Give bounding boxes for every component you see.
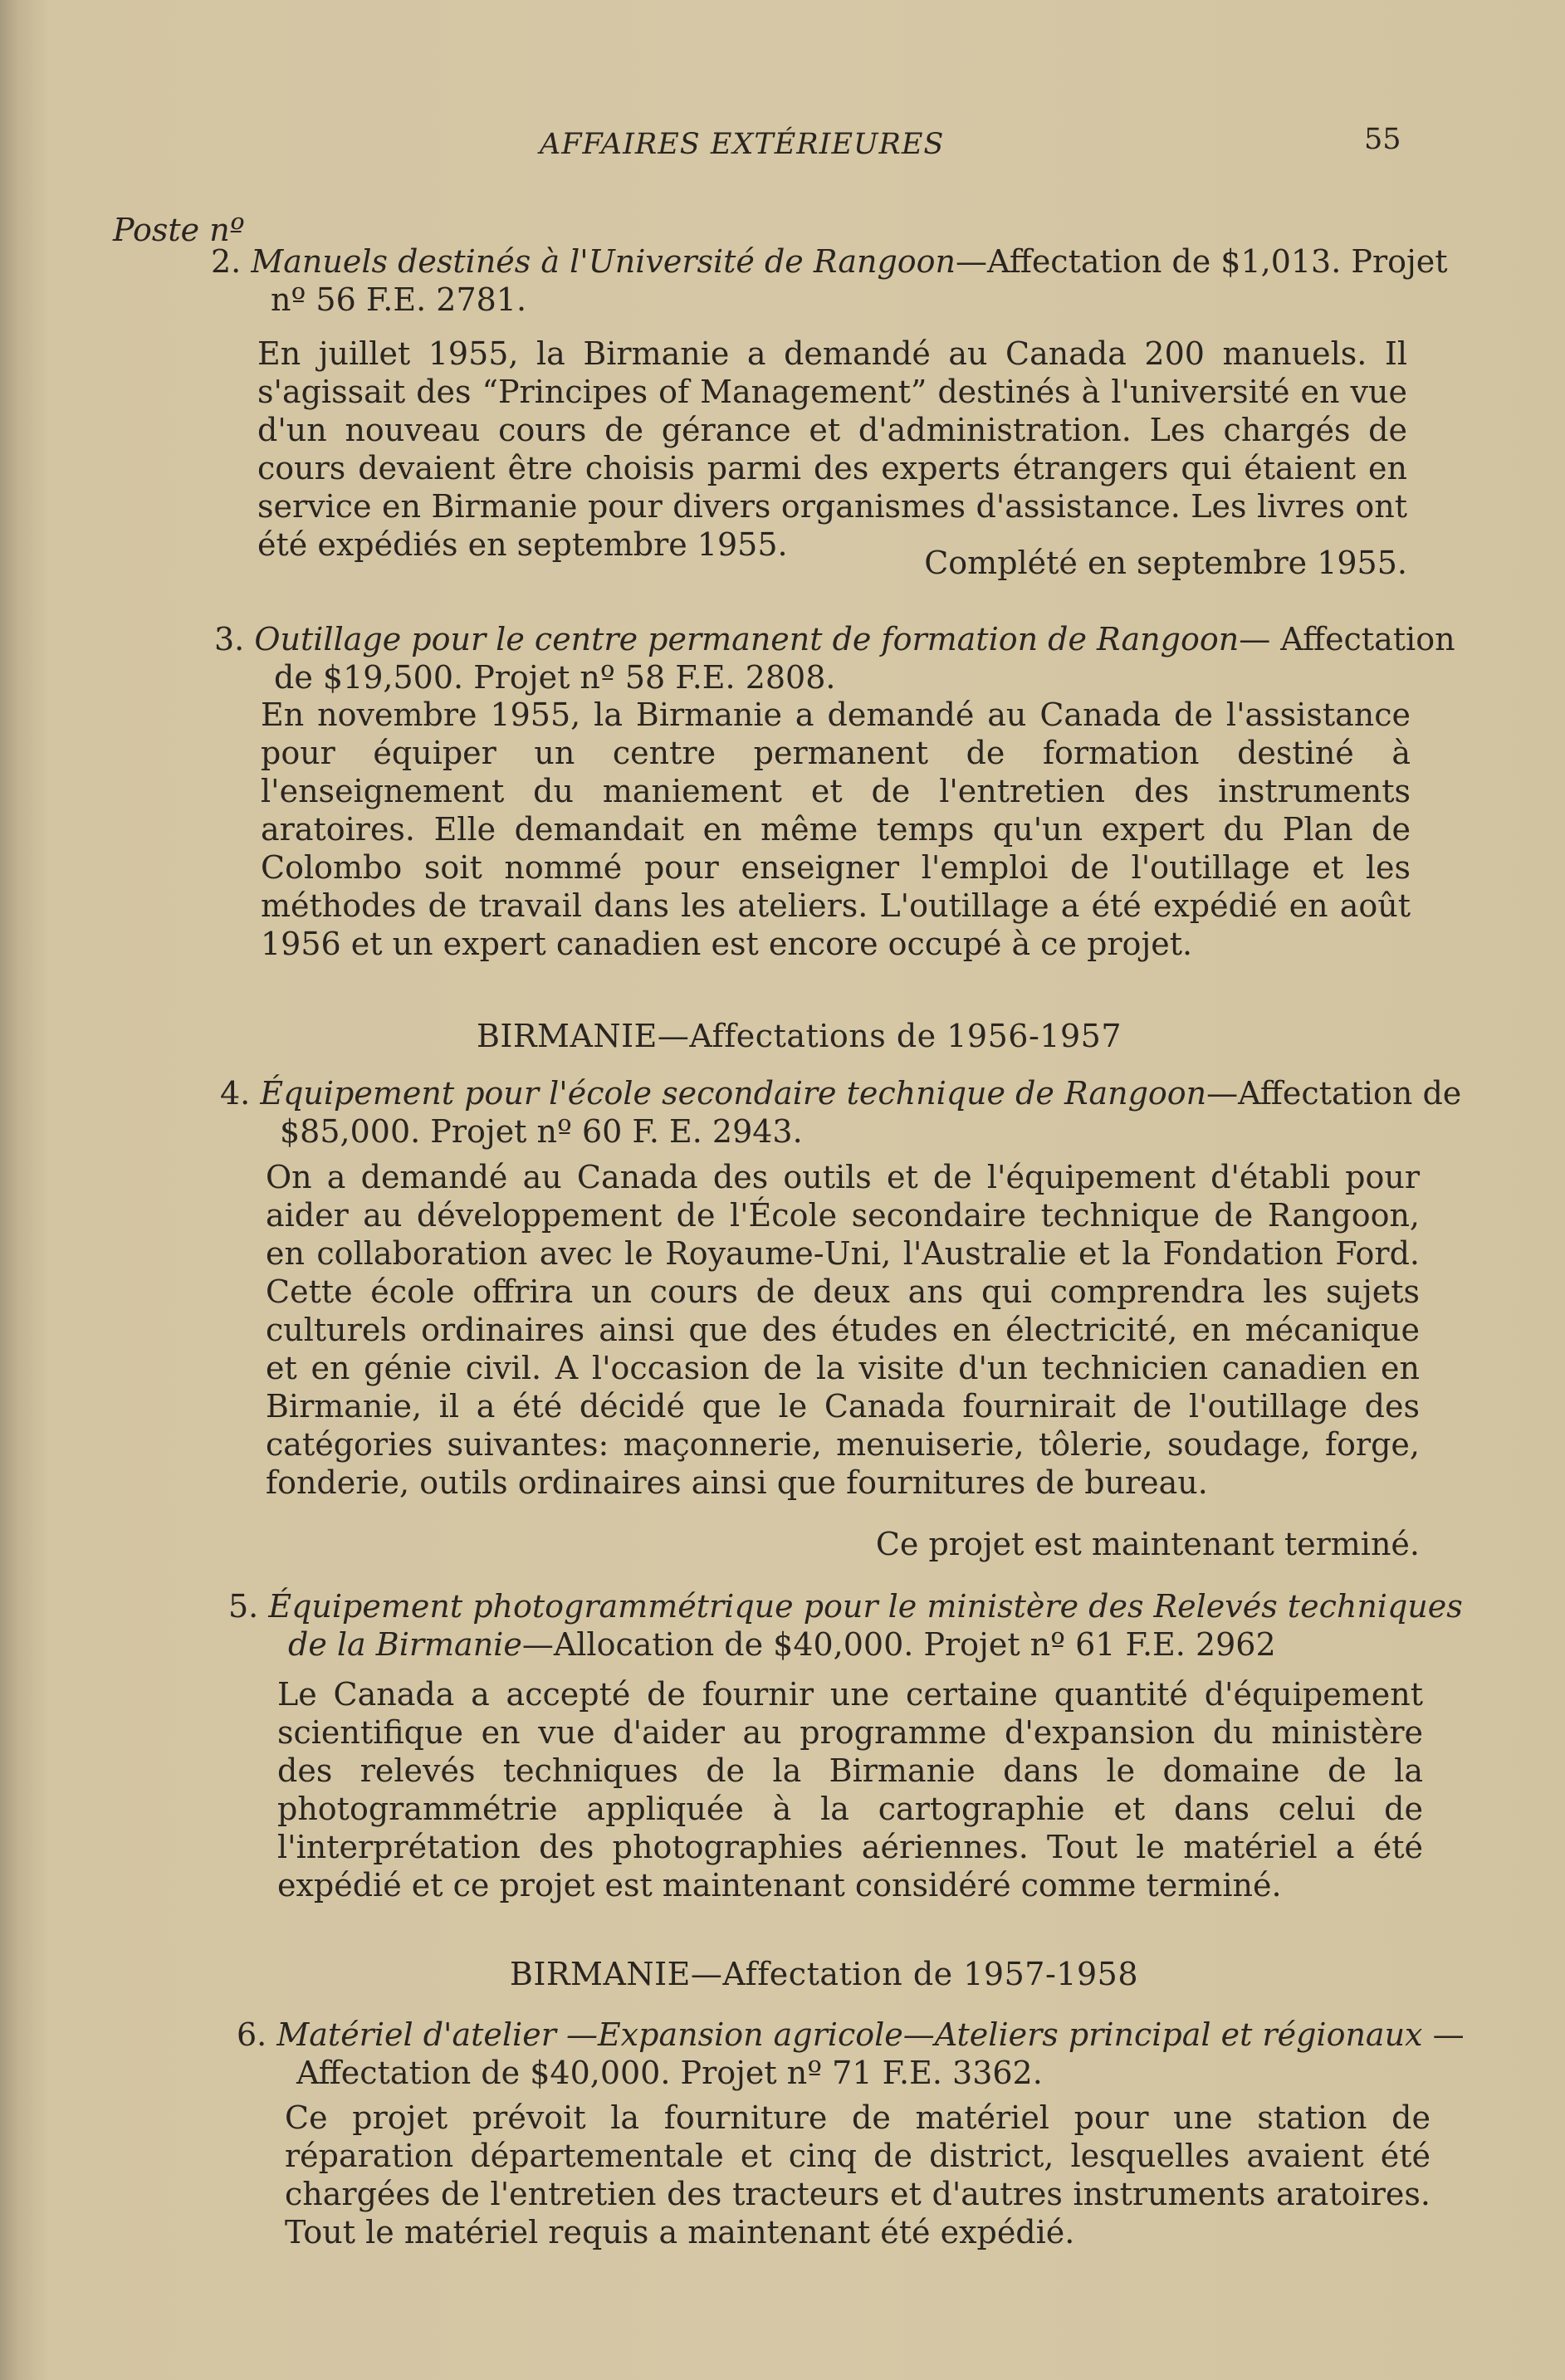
item-title: Outillage pour le centre permanent de formation de Rangoon: [254, 621, 1240, 657]
item-allocation: —Affectation de $85,000. Projet nº 60 F. E. 2943.: [280, 1075, 1462, 1150]
item-body: Ce projet prévoit la fourniture de matériel pour une station de réparation départementale et cinq de district, lesquelles avaient été chargées de l'entretien des tracteurs et d'autres instruments aratoires. Tout le matériel requis a maintenant été expédié.: [285, 2099, 1431, 2250]
item-title: Équipement photogrammétrique pour le ministère des Relevés techniques de la Birmanie: [268, 1588, 1463, 1663]
section-heading: BIRMANIE—Affectation de 1957-1958: [510, 1956, 1138, 1992]
item-body: En novembre 1955, la Birmanie a demandé au Canada de l'assistance pour équiper un centre permanent de formation destiné à l'enseignement du maniement et de l'entretien des instruments aratoires. Elle demandait en même temps qu'un expert du Plan de Colombo soit nommé pour enseigner l'emploi de l'outillage et les méthodes de travail dans les ateliers. L'outillage a été expédié en août 1956 et un expert canadien est encore occupé à ce projet.: [261, 696, 1411, 962]
item-allocation: —Allocation de $40,000. Projet nº 61 F.E. 2962: [521, 1626, 1276, 1663]
item-status: Ce projet est maintenant terminé.: [875, 1526, 1420, 1562]
item-body: Le Canada a accepté de fournir une certaine quantité d'équipement scientifique en vue d'aider au programme d'expansion du ministère des relevés techniques de la Birmanie dans le domaine de la photogrammétrie appliquée à la cartographie et dans celui de l'interprétation des photographies aériennes. Tout le matériel a été expédié et ce projet est maintenant considéré comme terminé.: [277, 1676, 1423, 1904]
running-title: AFFAIRES EXTÉRIEURES: [540, 128, 945, 161]
item-heading: [220, 1074, 1475, 1151]
item-number: 3.: [214, 621, 245, 657]
item-allocation: —Affectation de $40,000. Projet nº 71 F.E. 3362.: [296, 2016, 1465, 2091]
item-status: Complété en septembre 1955.: [924, 545, 1407, 581]
item-number: 4.: [220, 1075, 251, 1112]
item-title: Manuels destinés à l'Université de Rangoon: [251, 243, 956, 280]
item-heading: [237, 2016, 1492, 2092]
poste-column-label: Poste nº: [113, 212, 245, 248]
item-allocation: — Affectation de $19,500. Projet nº 58 F.E. 2808.: [274, 621, 1455, 696]
item-number: 5.: [228, 1588, 259, 1625]
item-allocation: —Affectation de $1,013. Projet nº 56 F.E. 2781.: [271, 243, 1448, 318]
item-number: 6.: [237, 2016, 267, 2053]
item-heading: [214, 620, 1470, 696]
item-number: 2.: [211, 243, 242, 280]
section-heading: BIRMANIE—Affectations de 1956-1957: [477, 1018, 1122, 1054]
item-title: Équipement pour l'école secondaire technique de Rangoon: [260, 1075, 1207, 1112]
item-body: On a demandé au Canada des outils et de l'équipement d'établi pour aider au développement de l'École secondaire technique de Rangoon, en collaboration avec le Royaume-Uni, l'Australie et la Fondation Ford. Cette école offrira un cours de deux ans qui comprendra les sujets culturels ordinaires ainsi que des études en électricité, en mécanique et en génie civil. A l'occasion de la visite d'un technicien canadien en Birmanie, il a été décidé que le Canada fournirait de l'outillage des catégories suivantes: maçonnerie, menuiserie, tôlerie, soudage, forge, fonderie, outils ordinaires ainsi que fournitures de bureau.: [266, 1159, 1420, 1501]
item-heading: [211, 242, 1466, 319]
item-body: En juillet 1955, la Birmanie a demandé au Canada 200 manuels. Il s'agissait des “Principes of Management” destinés à l'université en vue d'un nouveau cours de gérance et d'administration. Les chargés de cours devaient être choisis parmi des experts étrangers qui étaient en service en Birmanie pour divers organismes d'assistance. Les livres ont été expédiés en septembre 1955.: [257, 335, 1407, 563]
item-title: Matériel d'atelier —Expansion agricole—Ateliers principal et régionaux: [276, 2016, 1423, 2053]
page-number: 55: [1364, 123, 1401, 156]
page-header: [0, 123, 1565, 173]
item-heading: [228, 1587, 1484, 1664]
